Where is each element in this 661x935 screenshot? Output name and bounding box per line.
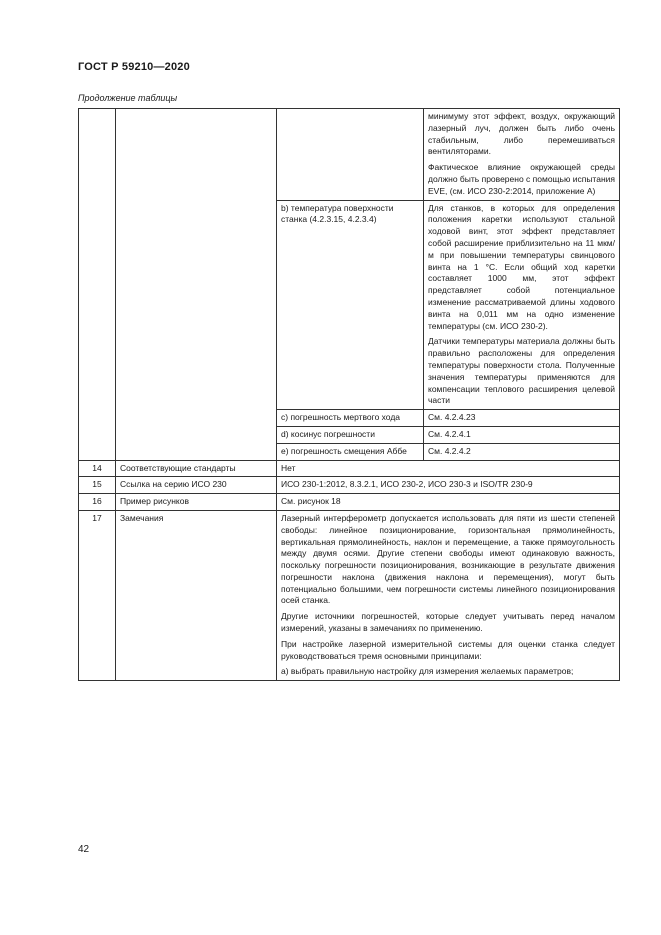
- row-number: 17: [79, 510, 116, 680]
- remarks-paragraph-3: При настройке лазерной измерительной системы для оценки станка следует руководствоваться тремя основными принципами:: [281, 638, 615, 661]
- document-standard-header: ГОСТ Р 59210—2020: [78, 61, 190, 73]
- remarks-paragraph-4: a) выбрать правильную настройку для измерения желаемых параметров;: [281, 666, 574, 677]
- page-number: 42: [78, 844, 90, 855]
- sub-item-e-label: e) погрешность смещения Аббе: [277, 443, 424, 460]
- sub-item-empty: [277, 109, 424, 201]
- sub-item-c-reference: См. 4.2.4.23: [424, 410, 620, 427]
- remarks-text: [277, 510, 620, 680]
- table-continuation-caption: Продолжение таблицы: [78, 93, 178, 103]
- sub-item-d-reference: См. 4.2.4.1: [424, 426, 620, 443]
- sub-item-b-text: [424, 200, 620, 410]
- row-name-empty: [116, 109, 277, 461]
- table-row-15: [79, 477, 620, 494]
- row-name: Замечания: [116, 510, 277, 680]
- sub-item-b-paragraph-2: Датчики температуры материала должны быть правильно расположены для определения температуры поверхности стола. Полученные значения температуры применяются для компенсации теплового расширения целевой части: [428, 336, 615, 406]
- sub-item-b-paragraph-1: Для станков, в которых для определения положения каретки используют стальной ходовой винт, этот эффект представляет собой расширение приблизительно на 11 мкм/м при повышении температуры свинцового винта на 1 °С. Если общий ход каретки составляет 1000 мм, этот эффект представляет собой потенциальное изменение рассматриваемой длины ходового винта на 0,011 мм на одно изменение температуры (см. ИСО 230-2).: [428, 202, 615, 331]
- row-name: Пример рисунков: [116, 494, 277, 511]
- row-value: ИСО 230-1:2012, 8.3.2.1, ИСО 230-2, ИСО 230-3 и ISO/TR 230-9: [277, 477, 620, 494]
- sub-item-d-label: d) косинус погрешности: [277, 426, 424, 443]
- row-number-empty: [79, 109, 116, 461]
- row-number: 16: [79, 494, 116, 511]
- table-row-14: [79, 460, 620, 477]
- remarks-paragraph-2: Другие источники погрешностей, которые следует учитывать перед началом измерений, указаны в замечаниях по применению.: [281, 611, 615, 634]
- table-row-16: [79, 494, 620, 511]
- row-number: 15: [79, 477, 116, 494]
- continued-paragraph-1: минимуму этот эффект, воздух, окружающий лазерный луч, должен быть либо очень стабильным, либо перемешиваться вентиляторами.: [428, 111, 615, 157]
- continued-paragraph-2: Фактическое влияние окружающей среды должно быть проверено с помощью испытания EVE, (см. ИСО 230-2:2014, приложение А): [428, 162, 615, 196]
- sub-item-c-label: c) погрешность мертвого хода: [277, 410, 424, 427]
- row-name: Ссылка на серию ИСО 230: [116, 477, 277, 494]
- remarks-paragraph-1: Лазерный интерферометр допускается использовать для пяти из шести степеней свободы: линейное позиционирование, горизонтальная прямолинейность, вертикальная прямолинейность, наклон и перемещение, а также прямоугольность между двумя осями. Другие степени свободы имеют одинаковую важность, поскольку погрешности позиционирования, возникающие в результате движения погрешности наклона (движения наклона и перемещения), могут быть потенциально большими, чем погрешности системы линейного позиционирования осей станка.: [281, 512, 615, 606]
- row-name: Соответствующие стандарты: [116, 460, 277, 477]
- sub-item-e-reference: См. 4.2.4.2: [424, 443, 620, 460]
- table-row-17: [79, 510, 620, 680]
- row-number: 14: [79, 460, 116, 477]
- continued-text-cell: [424, 109, 620, 201]
- row-value: См. рисунок 18: [277, 494, 620, 511]
- row-value: Нет: [277, 460, 620, 477]
- sub-item-b-label: b) температура поверхности станка (4.2.3.15, 4.2.3.4): [277, 200, 424, 410]
- specification-table: [78, 108, 620, 681]
- table-row-continuation-a: [79, 109, 620, 201]
